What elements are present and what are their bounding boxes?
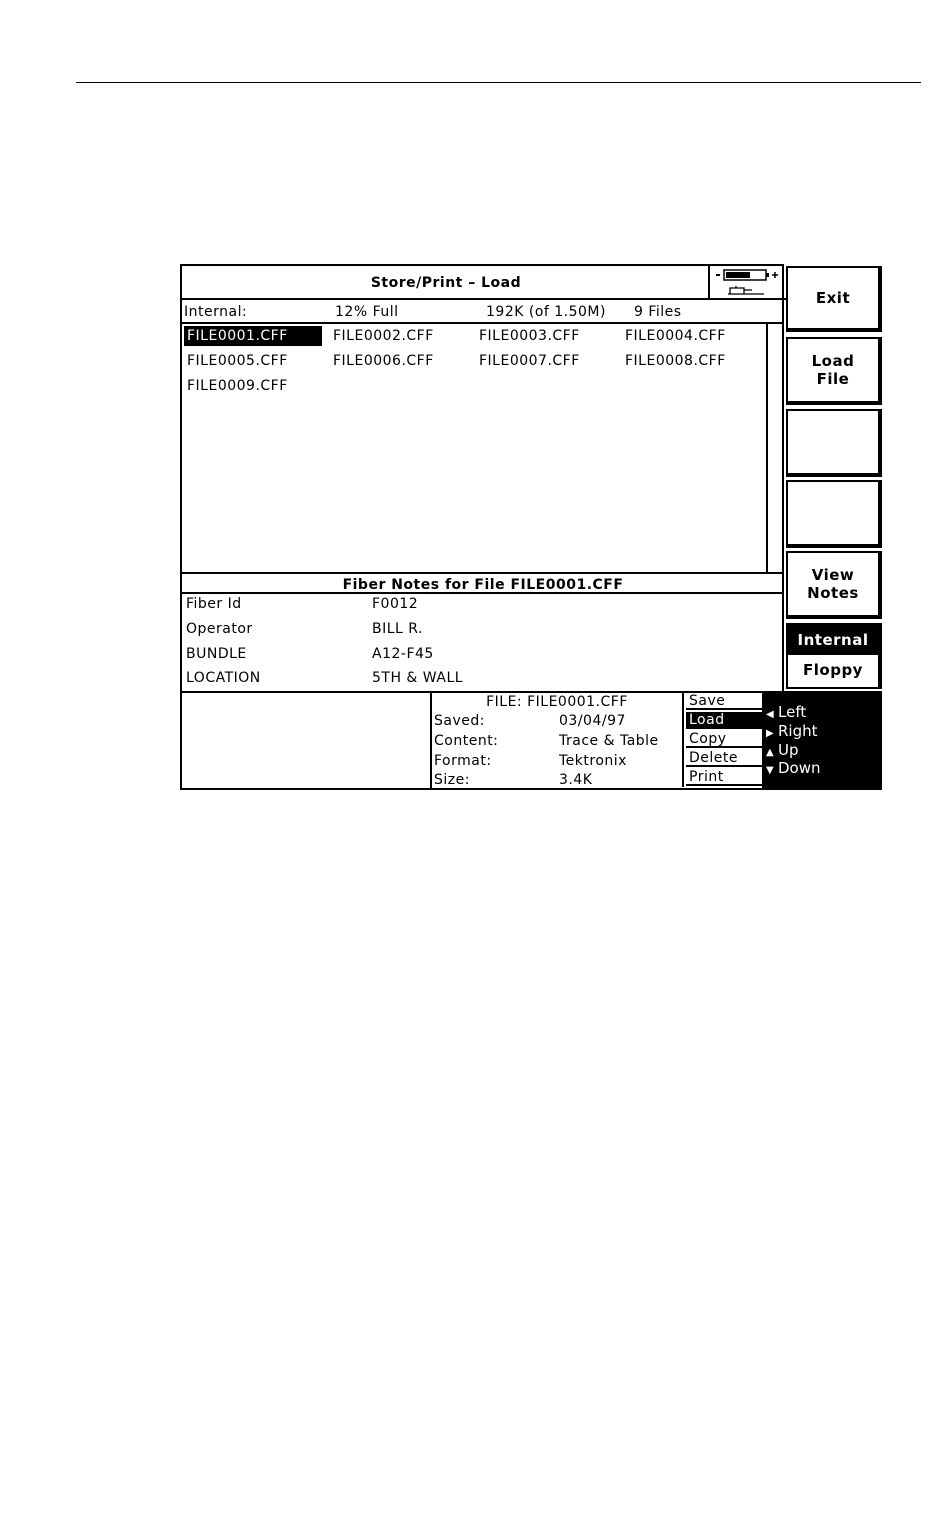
battery-icon (710, 266, 786, 298)
left-arrow-icon: ◀ (766, 709, 774, 720)
file-item[interactable]: FILE0003.CFF (479, 328, 580, 344)
file-count: 9 Files (634, 304, 682, 320)
nav-down (766, 759, 821, 780)
note-value: A12-F45 (372, 646, 434, 662)
title-bar (182, 266, 786, 300)
note-value: 5TH & WALL (372, 670, 464, 686)
page-header-rule (76, 82, 921, 83)
content-label: Content: (434, 733, 499, 749)
note-row (184, 592, 764, 616)
storage-toggle[interactable] (786, 623, 882, 689)
memory-percent-full: 12% Full (335, 304, 399, 320)
file-info-panel (430, 691, 682, 790)
note-row (184, 642, 764, 666)
file-item[interactable]: FILE0007.CFF (479, 353, 580, 369)
note-key: Fiber Id (186, 596, 242, 612)
load-file-label-line1: Load (811, 352, 855, 370)
exit-button[interactable] (786, 266, 882, 332)
view-notes-button[interactable] (786, 551, 882, 619)
navigation-hints (762, 691, 882, 790)
file-list (182, 324, 770, 574)
op-save[interactable]: Save (686, 693, 764, 710)
storage-floppy-option[interactable]: Floppy (803, 661, 863, 679)
note-key: Operator (186, 621, 253, 637)
operation-menu (682, 691, 762, 787)
nav-right (766, 722, 818, 743)
exit-label: Exit (815, 289, 851, 307)
load-file-button[interactable] (786, 337, 882, 405)
file-info-name: FILE: FILE0001.CFF (486, 694, 628, 710)
op-copy[interactable]: Copy (686, 731, 764, 748)
op-print[interactable]: Print (686, 769, 764, 786)
battery-indicator (708, 266, 786, 300)
saved-value: 03/04/97 (559, 713, 626, 729)
nav-left (766, 703, 806, 724)
up-arrow-icon: ▲ (766, 747, 774, 758)
op-delete[interactable]: Delete (686, 750, 764, 767)
memory-size: 192K (of 1.50M) (486, 304, 606, 320)
op-load[interactable]: Load (686, 712, 764, 729)
size-label: Size: (434, 772, 470, 788)
note-key: BUNDLE (186, 646, 247, 662)
otdr-screen (180, 264, 882, 790)
file-item[interactable]: FILE0008.CFF (625, 353, 726, 369)
note-key: LOCATION (186, 670, 261, 686)
nav-right-label: Right (778, 722, 818, 740)
file-item[interactable]: FILE0009.CFF (187, 378, 288, 394)
file-item[interactable]: FILE0004.CFF (625, 328, 726, 344)
file-item[interactable]: FILE0001.CFF (184, 326, 322, 346)
file-item[interactable]: FILE0005.CFF (187, 353, 288, 369)
storage-internal-option[interactable]: Internal (788, 625, 878, 655)
softkey-4[interactable] (786, 480, 882, 548)
file-item[interactable]: FILE0006.CFF (333, 353, 434, 369)
fiber-notes-header (182, 572, 784, 594)
memory-location-label: Internal: (184, 304, 248, 320)
window-title: Store/Print – Load (370, 275, 522, 291)
file-item[interactable]: FILE0002.CFF (333, 328, 434, 344)
content-value: Trace & Table (559, 733, 659, 749)
softkey-3[interactable] (786, 409, 882, 477)
saved-label: Saved: (434, 713, 485, 729)
note-value: F0012 (372, 596, 419, 612)
fiber-notes-title: Fiber Notes for File FILE0001.CFF (342, 577, 624, 593)
format-value: Tektronix (559, 753, 627, 769)
note-row (184, 617, 764, 641)
note-row (184, 666, 764, 690)
nav-up-label: Up (778, 741, 799, 759)
view-notes-label-line1: View (811, 566, 855, 584)
size-value: 3.4K (559, 772, 593, 788)
file-list-scrollbar[interactable] (766, 324, 784, 574)
nav-down-label: Down (778, 759, 821, 777)
right-arrow-icon: ▶ (766, 728, 774, 739)
format-label: Format: (434, 753, 492, 769)
nav-left-label: Left (778, 703, 807, 721)
memory-status-row (182, 300, 784, 324)
note-value: BILL R. (372, 621, 423, 637)
load-file-label-line2: File (816, 370, 850, 388)
view-notes-label-line2: Notes (807, 584, 859, 602)
down-arrow-icon: ▼ (766, 765, 774, 776)
